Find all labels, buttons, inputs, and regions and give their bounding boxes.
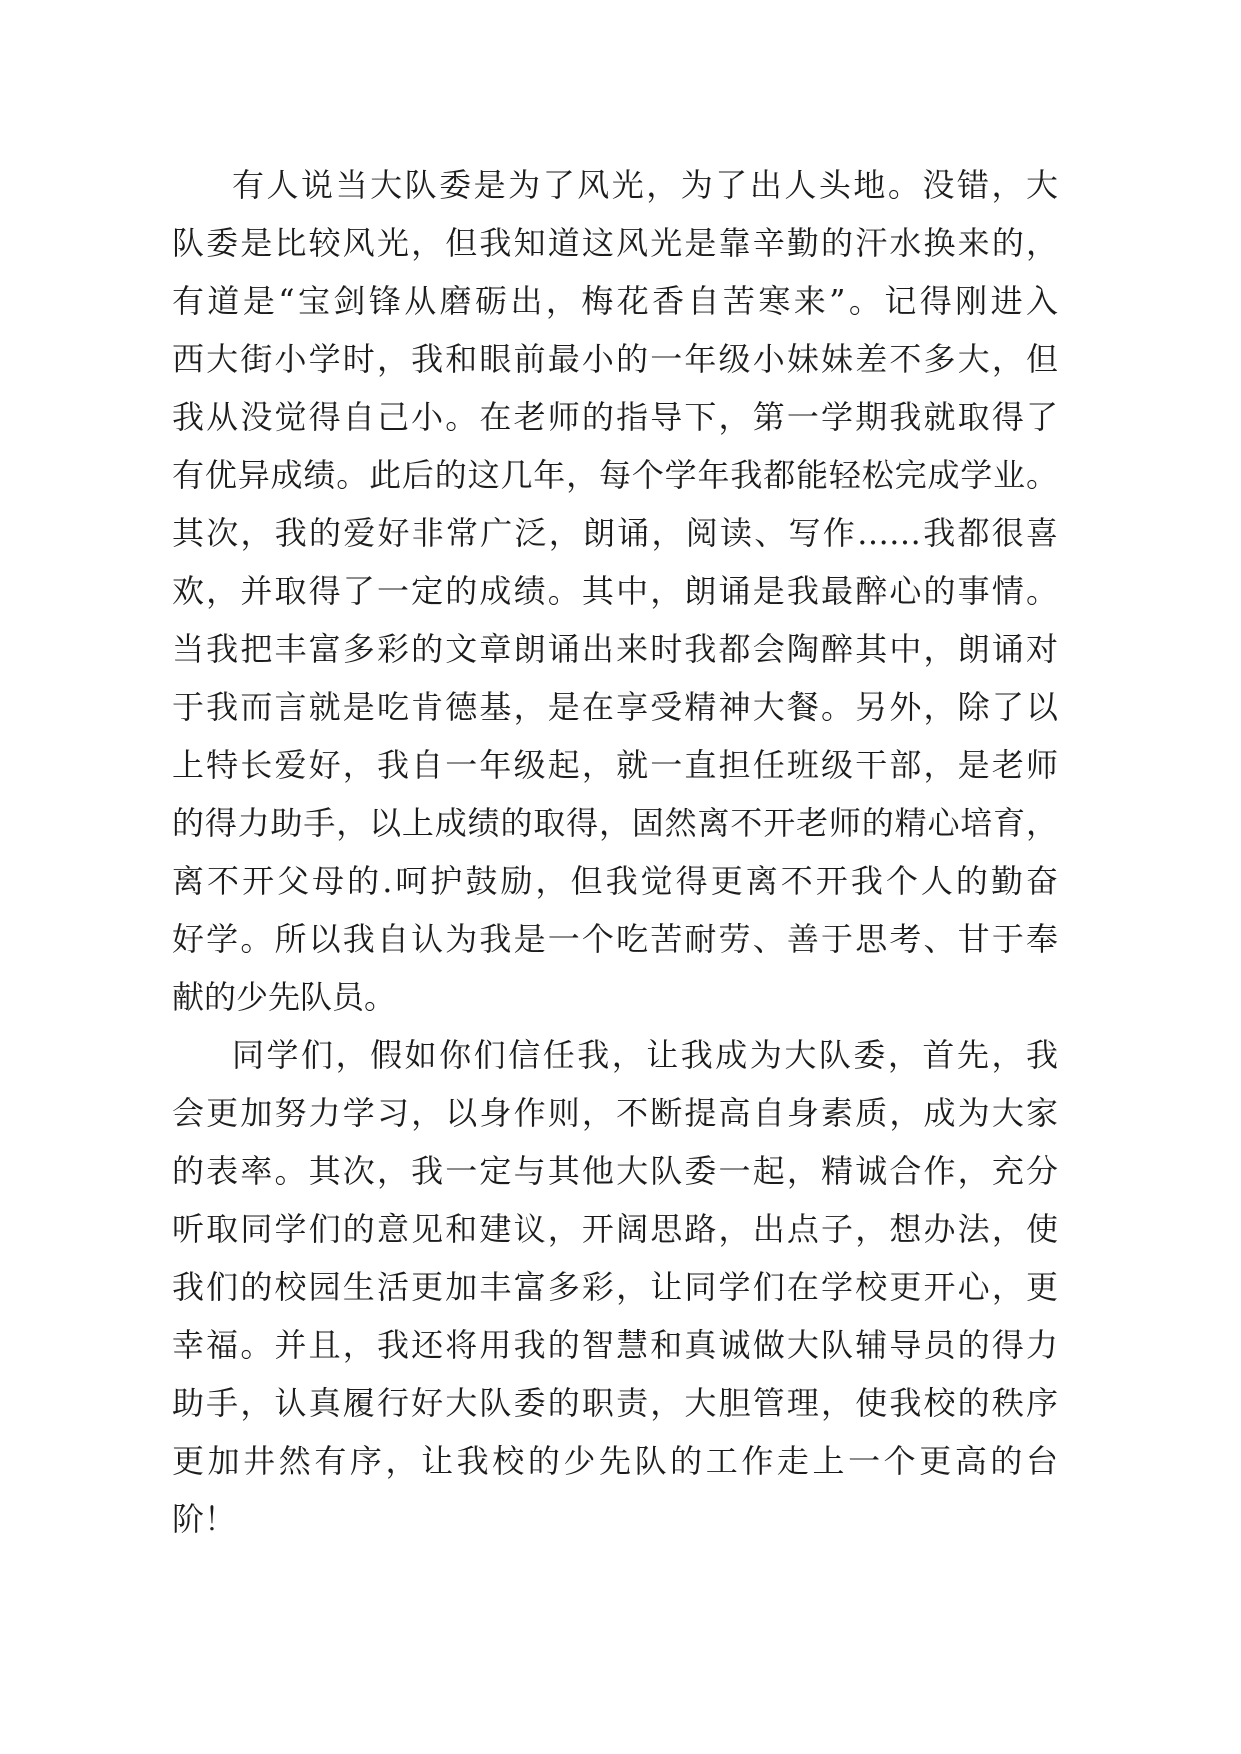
text-line: 更加井然有序，让我校的少先队的工作走上一个更高的台 (172, 1442, 1058, 1480)
text-line: 于我而言就是吃肯德基，是在享受精神大餐。另外，除了以 (172, 688, 1058, 726)
paragraph-1 (172, 156, 1058, 1026)
text-line: 的得力助手，以上成绩的取得，固然离不开老师的精心培育， (172, 804, 1058, 842)
text-line: 献的少先队员。 (172, 978, 397, 1016)
text-line: 有道是“宝剑锋从磨砺出，梅花香自苦寒来”。记得刚进入 (172, 282, 1058, 320)
text-line: 我们的校园生活更加丰富多彩，让同学们在学校更开心，更 (172, 1268, 1058, 1306)
text-line: 助手，认真履行好大队委的职责，大胆管理，使我校的秩序 (172, 1384, 1058, 1422)
text-line: 有人说当大队委是为了风光，为了出人头地。没错，大 (232, 166, 1058, 204)
text-line: 欢，并取得了一定的成绩。其中，朗诵是我最醉心的事情。 (172, 572, 1058, 610)
text-line: 我从没觉得自己小。在老师的指导下，第一学期我就取得了 (172, 398, 1058, 436)
text-line: 其次，我的爱好非常广泛，朗诵，阅读、写作……我都很喜 (172, 514, 1058, 552)
paragraph-2 (172, 1026, 1058, 1548)
document-body (172, 156, 1058, 1548)
text-line: 西大街小学时，我和眼前最小的一年级小妹妹差不多大，但 (172, 340, 1058, 378)
text-line: 会更加努力学习，以身作则，不断提高自身素质，成为大家 (172, 1094, 1058, 1132)
text-line: 队委是比较风光，但我知道这风光是靠辛勤的汗水换来的， (172, 224, 1058, 262)
text-line: 当我把丰富多彩的文章朗诵出来时我都会陶醉其中，朗诵对 (172, 630, 1058, 668)
text-line: 离不开父母的.呵护鼓励，但我觉得更离不开我个人的勤奋 (172, 862, 1058, 900)
text-line: 好学。所以我自认为我是一个吃苦耐劳、善于思考、甘于奉 (172, 920, 1058, 958)
text-line: 有优异成绩。此后的这几年，每个学年我都能轻松完成学业。 (172, 456, 1058, 494)
text-line: 同学们，假如你们信任我，让我成为大队委，首先，我 (232, 1036, 1058, 1074)
text-line: 听取同学们的意见和建议，开阔思路，出点子，想办法，使 (172, 1210, 1058, 1248)
text-line: 上特长爱好，我自一年级起，就一直担任班级干部，是老师 (172, 746, 1058, 784)
text-line: 的表率。其次，我一定与其他大队委一起，精诚合作，充分 (172, 1152, 1058, 1190)
text-line: 阶！ (172, 1500, 237, 1538)
text-line: 幸福。并且，我还将用我的智慧和真诚做大队辅导员的得力 (172, 1326, 1058, 1364)
